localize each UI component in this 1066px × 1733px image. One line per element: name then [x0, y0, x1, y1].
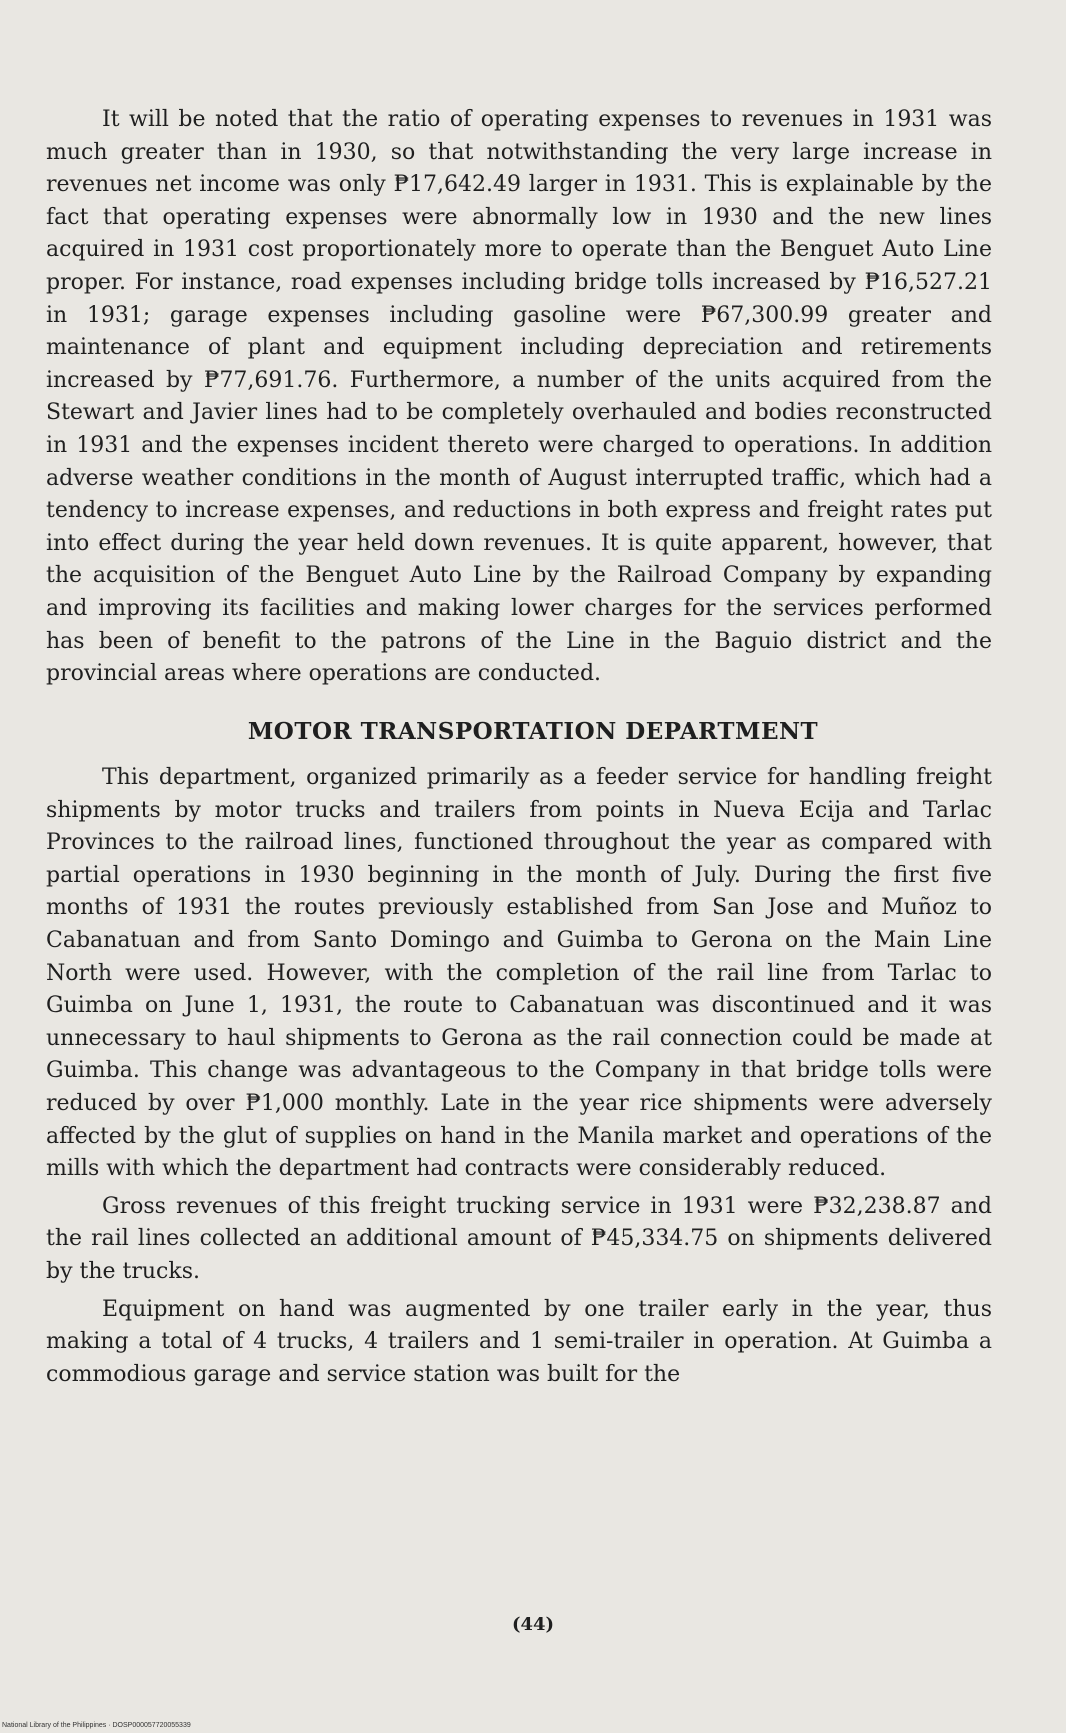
paragraph-equipment: Equipment on hand was augmented by one trailer early in the year, thus making a total of 4 trucks, 4 trailers and 1 semi-trailer in operation. At Guimba a commodious garage and service station was built for the: [46, 1296, 992, 1387]
paragraph-ratio-expenses: It will be noted that the ratio of operating expenses to revenues in 1931 was much greater than in 1930, so that notwithstanding the very large increase in revenues net income was only ₱17,642.49 larger in 1931. This is explainable by the fact that operating expenses were abnormally low in 1930 and the new lines acquired in 1931 cost proportionately more to operate than the Benguet Auto Line proper. For instance, road expenses including bridge tolls increased by ₱16,527.21 in 1931; garage expenses including gasoline were ₱67,300.99 greater and maintenance of plant and equipment including depreciation and retirements increased by ₱77,691.76. Furthermore, a number of the units acquired from the Stewart and Javier lines had to be completely overhauled and bodies reconstructed in 1931 and the expenses incident thereto were charged to operations. In addition adverse weather conditions in the month of August interrupted traffic, which had a tendency to increase expenses, and reductions in both express and freight rates put into effect during the year held down revenues. It is quite apparent, however, that the acquisition of the Benguet Auto Line by the Railroad Company by expanding and improving its facilities and making lower charges for the services performed has been of benefit to the patrons of the Line in the Baguio district and the provincial areas where operations are conducted.: [46, 107, 992, 687]
paragraph-department-overview: This department, organized primarily as a feeder service for handling freight shipments by motor trucks and trailers from points in Nueva Ecija and Tarlac Provinces to the railroad lines, functioned throughout the year as compared with partial operations in 1930 beginning in the month of July. During the first five months of 1931 the routes previously established from San Jose and Muñoz to Cabanatuan and from Santo Domingo and Guimba to Gerona on the Main Line North were used. However, with the completion of the rail line from Tarlac to Guimba on June 1, 1931, the route to Cabanatuan was discontinued and it was unnecessary to haul shipments to Gerona as the rail connection could be made at Guimba. This change was advantageous to the Company in that bridge tolls were reduced by over ₱1,000 monthly. Late in the year rice shipments were adversely affected by the glut of supplies on hand in the Manila market and operations of the mills with which the department had contracts were considerably reduced.: [46, 765, 992, 1182]
section-heading: MOTOR TRANSPORTATION DEPARTMENT: [247, 718, 819, 745]
body-text-top: [46, 104, 992, 691]
scan-credit: National Library of the Philippines · DOSP000057720055339: [2, 1722, 191, 1729]
body-text-bottom: [46, 762, 992, 1391]
paragraph-gross-revenues: Gross revenues of this freight trucking service in 1931 were ₱32,238.87 and the rail lines collected an additional amount of ₱45,334.75 on shipments delivered by the trucks.: [46, 1193, 992, 1284]
page-number: (44): [511, 1614, 555, 1635]
